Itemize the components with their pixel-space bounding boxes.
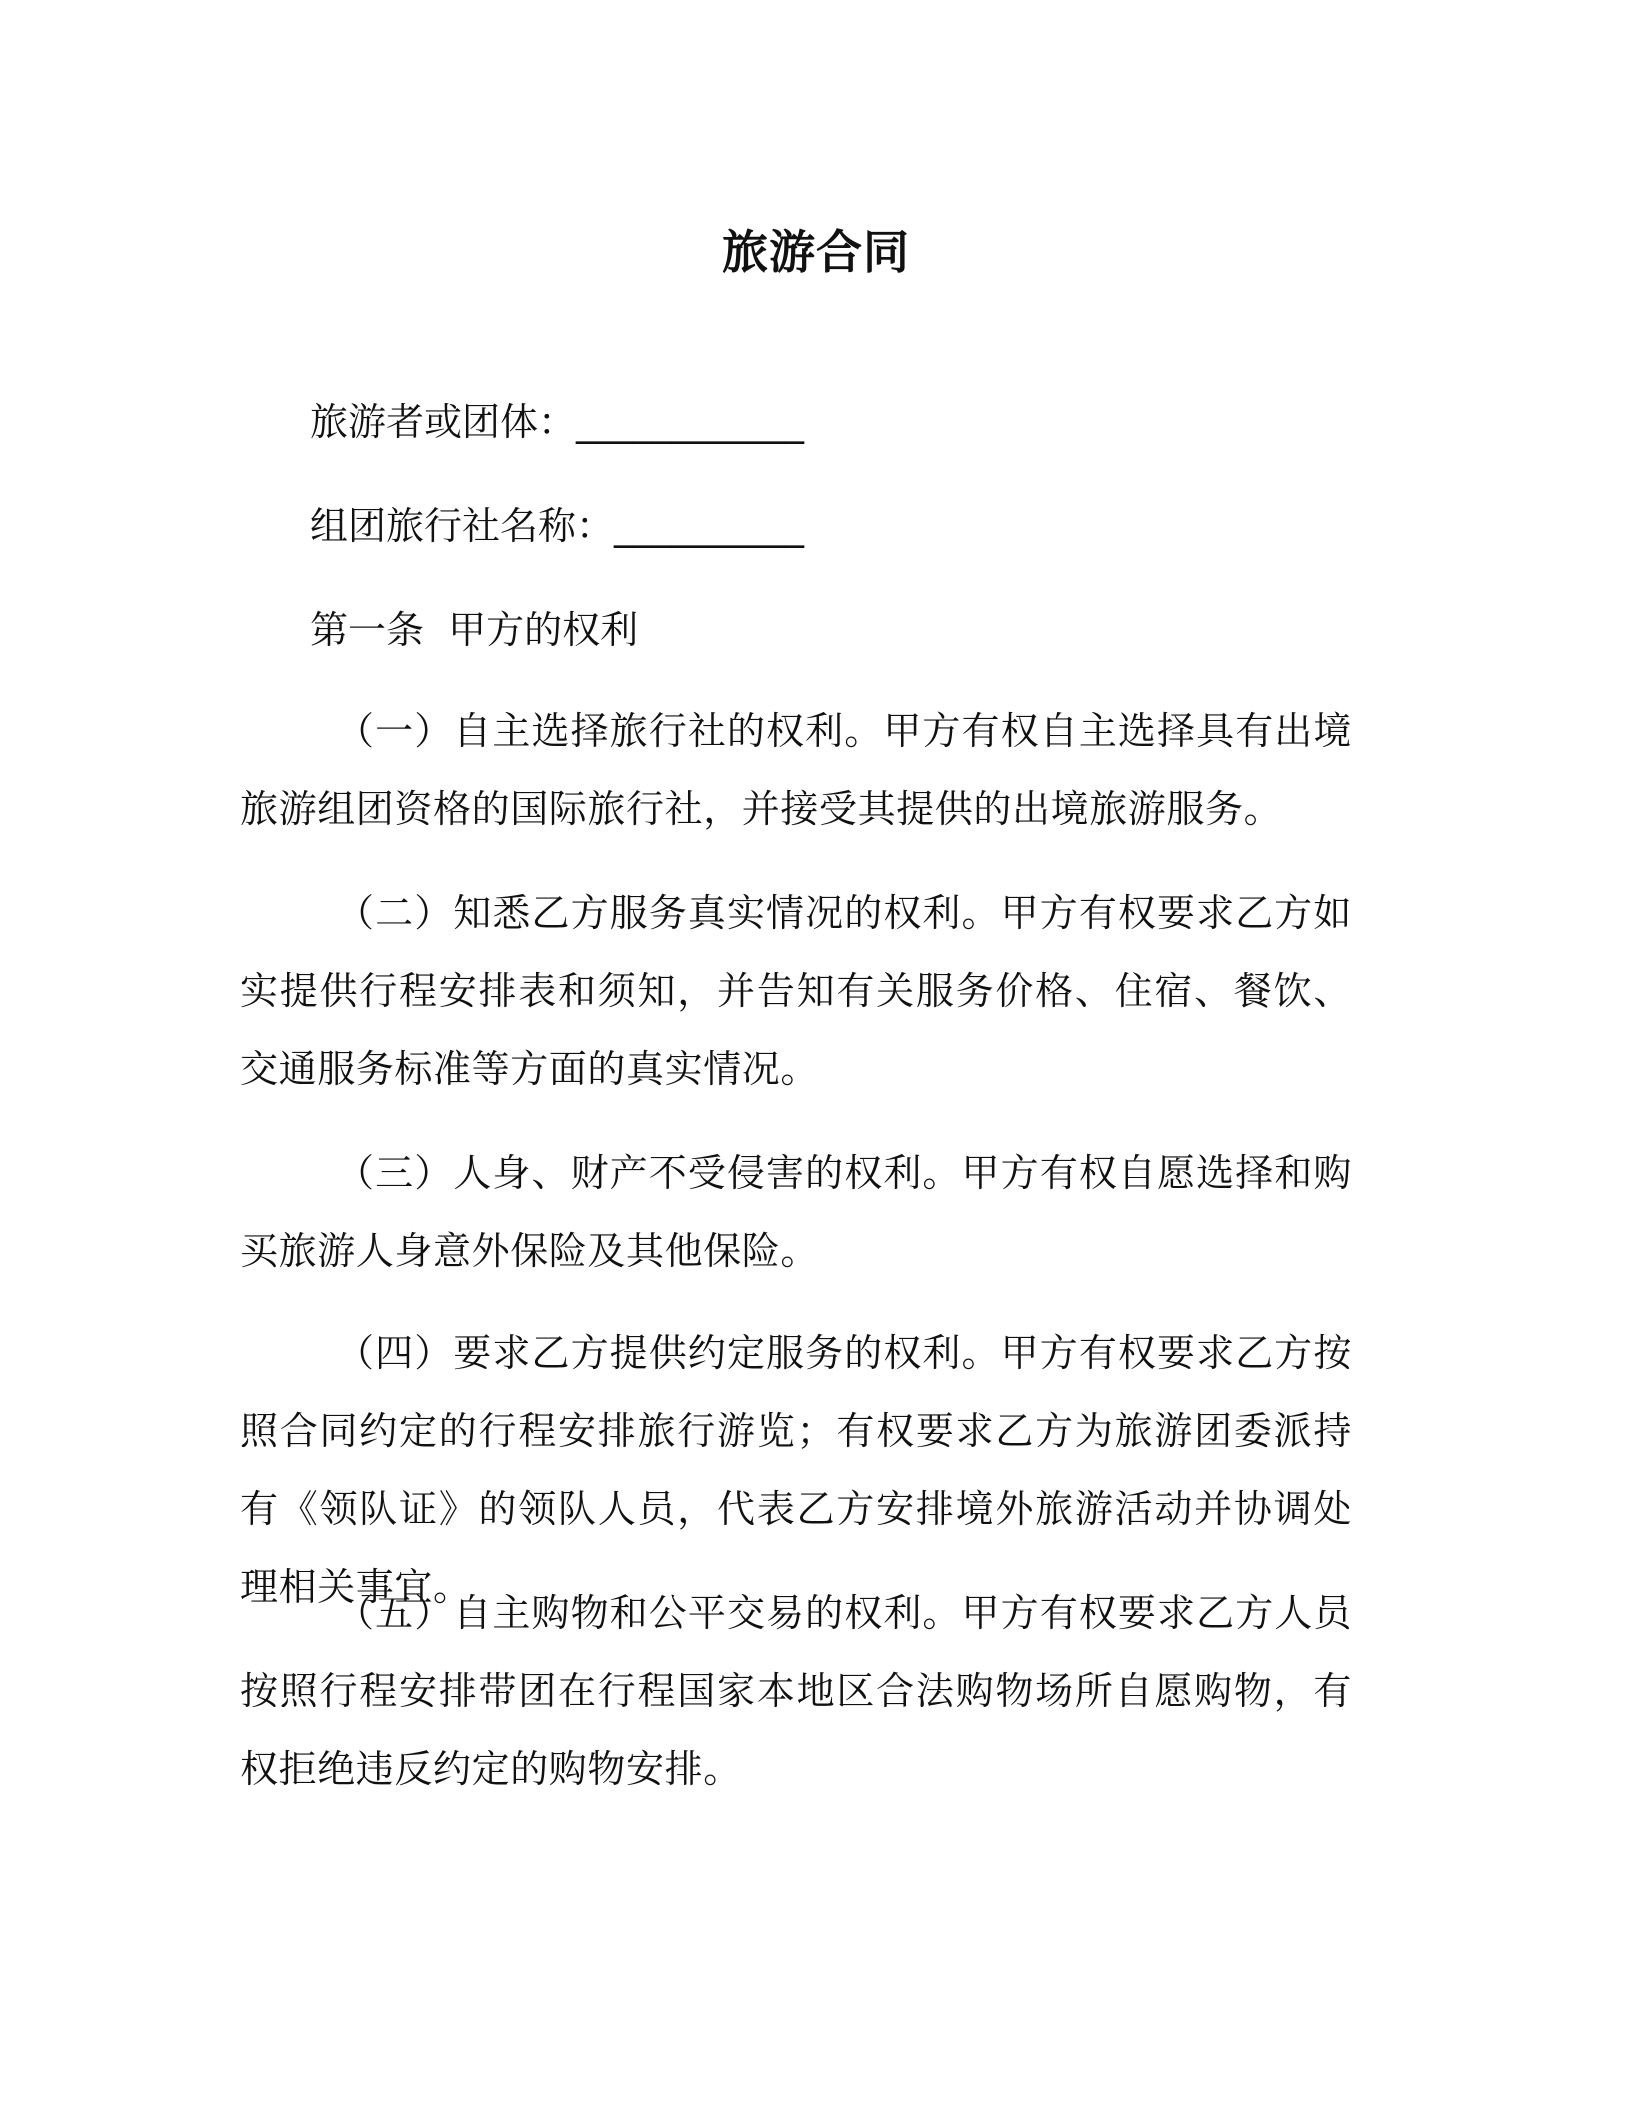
traveler-blank: ____________ (576, 400, 805, 444)
traveler-label: 旅游者或团体： (310, 400, 577, 444)
paragraph-1: （一）自主选择旅行社的权利。甲方有权自主选择具有出境旅游组团资格的国际旅行社，并接受其提供的出境旅游服务。 (240, 709, 1352, 831)
paragraph-5: （五）自主购物和公平交易的权利。甲方有权要求乙方人员按照行程安排带团在行程国家本地区合法购物场所自愿购物，有权拒绝违反约定的购物安排。 (240, 1591, 1352, 1791)
traveler-field (310, 397, 804, 447)
agency-field (310, 501, 804, 551)
document-title: 旅游合同 (722, 225, 910, 279)
paragraph-2: （二）知悉乙方服务真实情况的权利。甲方有权要求乙方如实提供行程安排表和须知，并告知有关服务价格、住宿、餐饮、交通服务标准等方面的真实情况。 (240, 891, 1352, 1091)
article-heading: 第一条 甲方的权利 (310, 608, 639, 652)
agency-label: 组团旅行社名称： (310, 504, 615, 548)
agency-blank: __________ (614, 504, 805, 548)
paragraph-4: （四）要求乙方提供约定服务的权利。甲方有权要求乙方按照合同约定的行程安排旅行游览；有权要求乙方为旅游团委派持有《领队证》的领队人员，代表乙方安排境外旅游活动并协调处理相关事宜。 (240, 1331, 1352, 1609)
paragraph-3: （三）人身、财产不受侵害的权利。甲方有权自愿选择和购买旅游人身意外保险及其他保险。 (240, 1151, 1352, 1273)
